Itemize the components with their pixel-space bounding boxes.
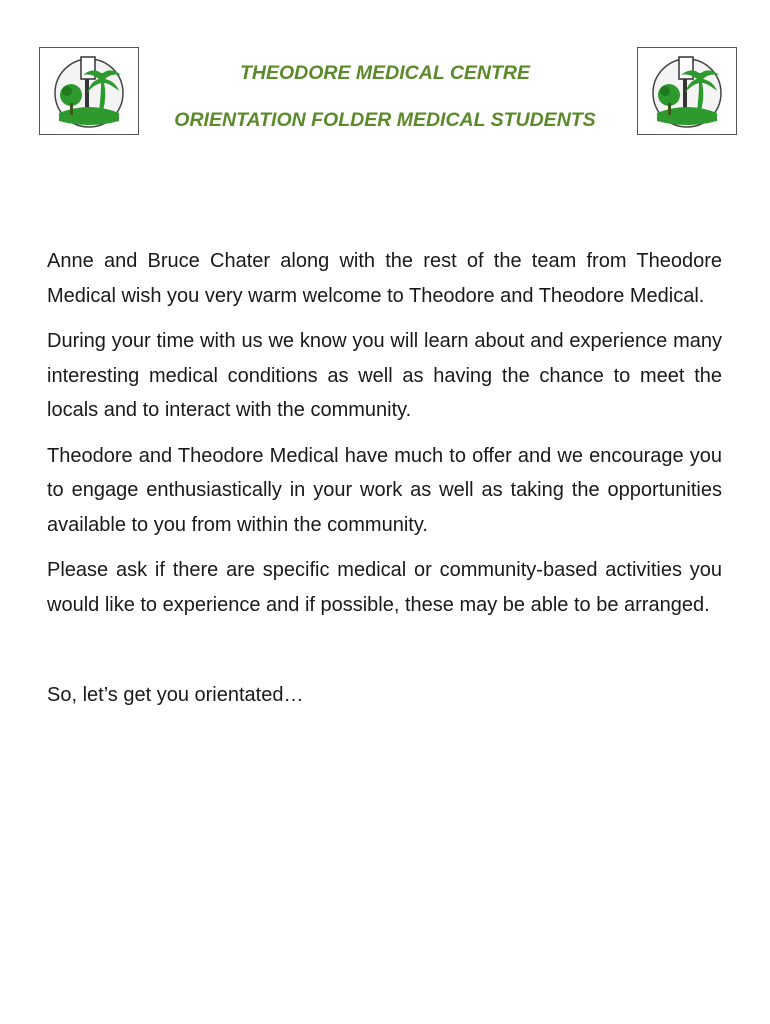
welcome-letter xyxy=(47,244,722,724)
document-subtitle: ORIENTATION FOLDER MEDICAL STUDENTS xyxy=(174,109,596,131)
document-title: THEODORE MEDICAL CENTRE xyxy=(240,62,530,84)
paragraph-welcome: Anne and Bruce Chater along with the rest of the team from Theodore Medical wish you very warm welcome to Theodore and Theodore Medical. xyxy=(47,250,722,307)
paragraph-opportunities: Theodore and Theodore Medical have much to offer and we encourage you to engage enthusiastically in your work as well as taking the opportunities available to you from within the community. xyxy=(47,444,722,536)
paragraph-requests: Please ask if there are specific medical or community-based activities you would like to experience and if possible, these may be able to be arranged. xyxy=(47,559,722,616)
closing-line: So, let’s get you orientated… xyxy=(47,684,304,706)
paragraph-experience: During your time with us we know you will learn about and experience many interesting medical conditions as well as having the chance to meet the locals and to interact with the community. xyxy=(47,330,722,421)
